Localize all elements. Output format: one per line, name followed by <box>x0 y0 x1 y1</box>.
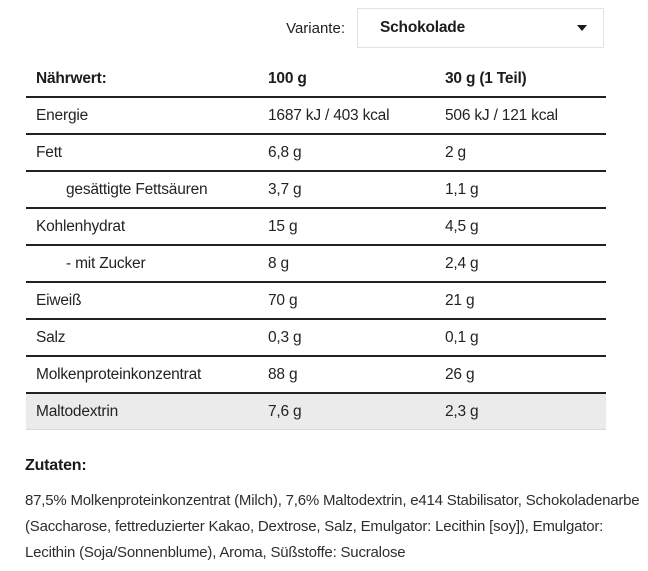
value-per-100g: 88 g <box>258 356 435 393</box>
table-header-row <box>26 61 606 97</box>
nutrient-label: Molkenproteinkonzentrat <box>26 356 258 393</box>
nutrient-label: Salz <box>26 319 258 356</box>
product-nutrition-section <box>0 8 648 571</box>
nutrient-label: gesättigte Fettsäuren <box>26 171 258 208</box>
value-per-100g: 70 g <box>258 282 435 319</box>
table-row <box>26 97 606 134</box>
table-row-highlighted <box>26 393 606 430</box>
value-per-serving: 1,1 g <box>435 171 606 208</box>
table-row <box>26 319 606 356</box>
chevron-down-icon <box>577 25 587 31</box>
value-per-serving: 4,5 g <box>435 208 606 245</box>
variant-select[interactable] <box>357 8 604 48</box>
nutrient-label: Kohlenhydrat <box>26 208 258 245</box>
ingredients-text: 87,5% Molkenproteinkonzentrat (Milch), 7,6% Maltodextrin, e414 Stabilisator, Schokoladenarbe (Saccharose, fettreduzierter Kakao, Dextrose, Salz, Emulgator: Lecithin [soy]), Emulgator: Lecithin (Soja/Sonnenblume), Aroma, Süßstoffe: Sucralose <box>25 492 640 561</box>
table-row <box>26 356 606 393</box>
variant-selected-value: Schokolade <box>380 19 465 36</box>
value-per-serving: 21 g <box>435 282 606 319</box>
value-per-100g: 1687 kJ / 403 kcal <box>258 97 435 134</box>
value-per-serving: 506 kJ / 121 kcal <box>435 97 606 134</box>
column-header-nutrient: Nährwert: <box>26 61 258 97</box>
table-row <box>26 245 606 282</box>
nutrient-label: - mit Zucker <box>26 245 258 282</box>
value-per-serving: 0,1 g <box>435 319 606 356</box>
table-row <box>26 171 606 208</box>
column-header-per-serving: 30 g (1 Teil) <box>435 61 606 97</box>
nutrition-table <box>26 61 606 430</box>
table-row <box>26 134 606 171</box>
table-row <box>26 208 606 245</box>
value-per-serving: 2,4 g <box>435 245 606 282</box>
column-header-per-100g: 100 g <box>258 61 435 97</box>
value-per-100g: 3,7 g <box>258 171 435 208</box>
nutrient-label: Energie <box>26 97 258 134</box>
value-per-100g: 7,6 g <box>258 393 435 430</box>
ingredients-section <box>25 457 643 566</box>
table-row <box>26 282 606 319</box>
nutrient-label: Eiweiß <box>26 282 258 319</box>
variant-selector-row <box>0 8 604 48</box>
value-per-serving: 2,3 g <box>435 393 606 430</box>
nutrient-label: Maltodextrin <box>26 393 258 430</box>
value-per-100g: 0,3 g <box>258 319 435 356</box>
value-per-serving: 26 g <box>435 356 606 393</box>
value-per-100g: 15 g <box>258 208 435 245</box>
value-per-serving: 2 g <box>435 134 606 171</box>
value-per-100g: 8 g <box>258 245 435 282</box>
value-per-100g: 6,8 g <box>258 134 435 171</box>
variant-label: Variante: <box>286 19 345 37</box>
nutrient-label: Fett <box>26 134 258 171</box>
ingredients-heading: Zutaten: <box>25 457 87 474</box>
